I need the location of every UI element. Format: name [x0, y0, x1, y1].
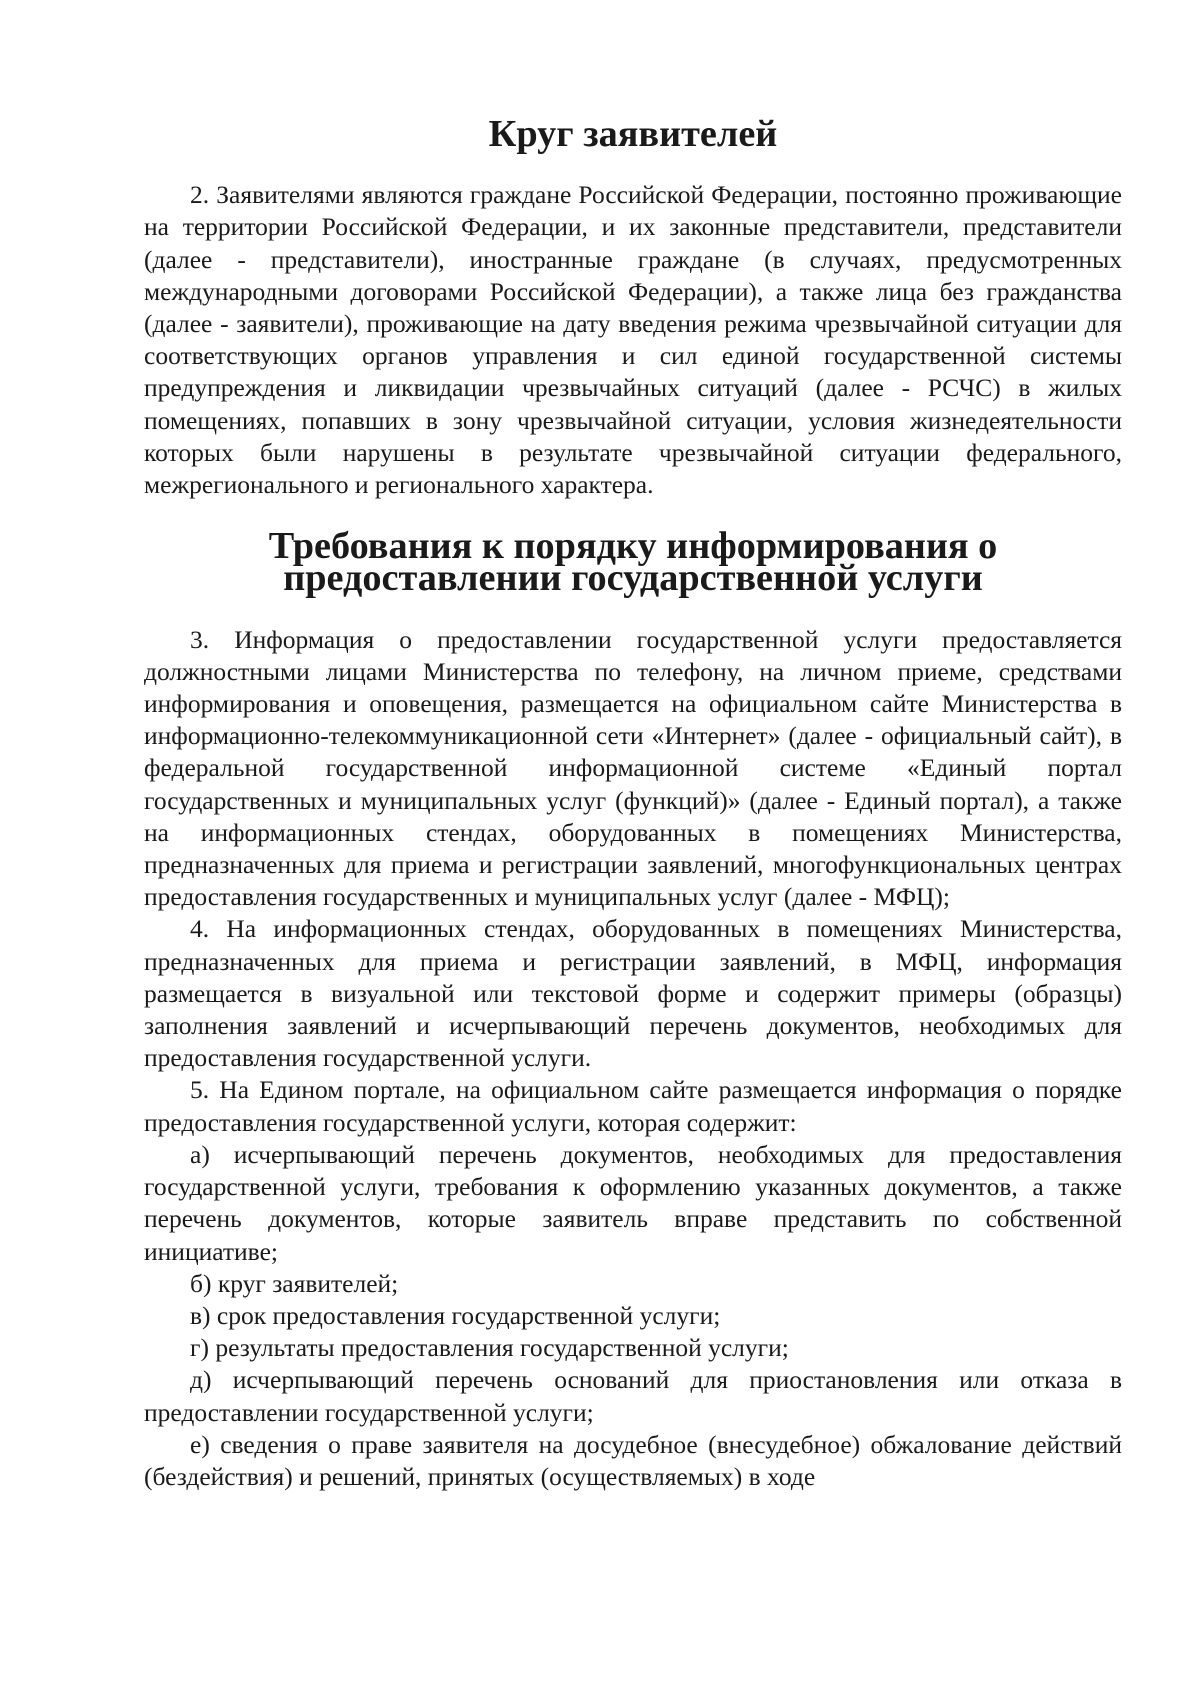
- section-heading-applicants: Круг заявителей: [488, 113, 778, 155]
- list-item-v: в) срок предоставления государственной услуги;: [190, 1300, 721, 1330]
- paragraph-5: 5. На Едином портале, на официальном сайте размещается информация о порядке предоставления государственной услуги, которая содержит:: [144, 1075, 1122, 1137]
- document-page: [144, 113, 1122, 1493]
- paragraph-3: 3. Информация о предоставлении государственной услуги предоставляется должностными лицами Министерства по телефону, на личном приеме, средствами информирования и оповещения, размещается на официальном сайте Министерства в информационно-телекоммуникационной сети «Интернет» (далее - официальный сайт), в федеральной государственной информационной системе «Единый портал государственных и муниципальных услуг (функций)» (далее - Единый портал), а также на информационных стендах, оборудованных в помещениях Министерства, предназначенных для приема и регистрации заявлений, многофункциональных центрах предоставления государственных и муниципальных услуг (далее - МФЦ);: [144, 624, 1122, 912]
- list-item-e: е) сведения о праве заявителя на досудебное (внесудебное) обжалование действий (бездействия) и решений, принятых (осуществляемых) в ходе: [144, 1429, 1122, 1491]
- section-heading-information-requirements: Требования к порядку информирования о предоставлении государственной услуги: [268, 525, 998, 600]
- list-item-b: б) круг заявителей;: [190, 1268, 399, 1298]
- list-item-g: г) результаты предоставления государственной услуги;: [190, 1333, 789, 1363]
- list-item-d: д) исчерпывающий перечень оснований для приостановления или отказа в предоставлении государственной услуги;: [144, 1365, 1122, 1427]
- paragraph-2: 2. Заявителями являются граждане Российской Федерации, постоянно проживающие на территории Российской Федерации, и их законные представители, представители (далее - представители), иностранные граждане (в случаях, предусмотренных международными договорами Российской Федерации), а также лица без гражданства (далее - заявители), проживающие на дату введения режима чрезвычайной ситуации для соответствующих органов управления и сил единой государственной системы предупреждения и ликвидации чрезвычайных ситуаций (далее - РСЧС) в жилых помещениях, попавших в зону чрезвычайной ситуации, условия жизнедеятельности которых были нарушены в результате чрезвычайной ситуации федерального, межрегионального и регионального характера.: [144, 180, 1122, 500]
- paragraph-4: 4. На информационных стендах, оборудованных в помещениях Министерства, предназначенных для приема и регистрации заявлений, в МФЦ, информация размещается в визуальной или текстовой форме и содержит примеры (образцы) заполнения заявлений и исчерпывающий перечень документов, необходимых для предоставления государственной услуги.: [144, 914, 1122, 1073]
- list-item-a: а) исчерпывающий перечень документов, необходимых для предоставления государственной услуги, требования к оформлению указанных документов, а также перечень документов, которые заявитель вправе представить по собственной инициативе;: [144, 1139, 1122, 1266]
